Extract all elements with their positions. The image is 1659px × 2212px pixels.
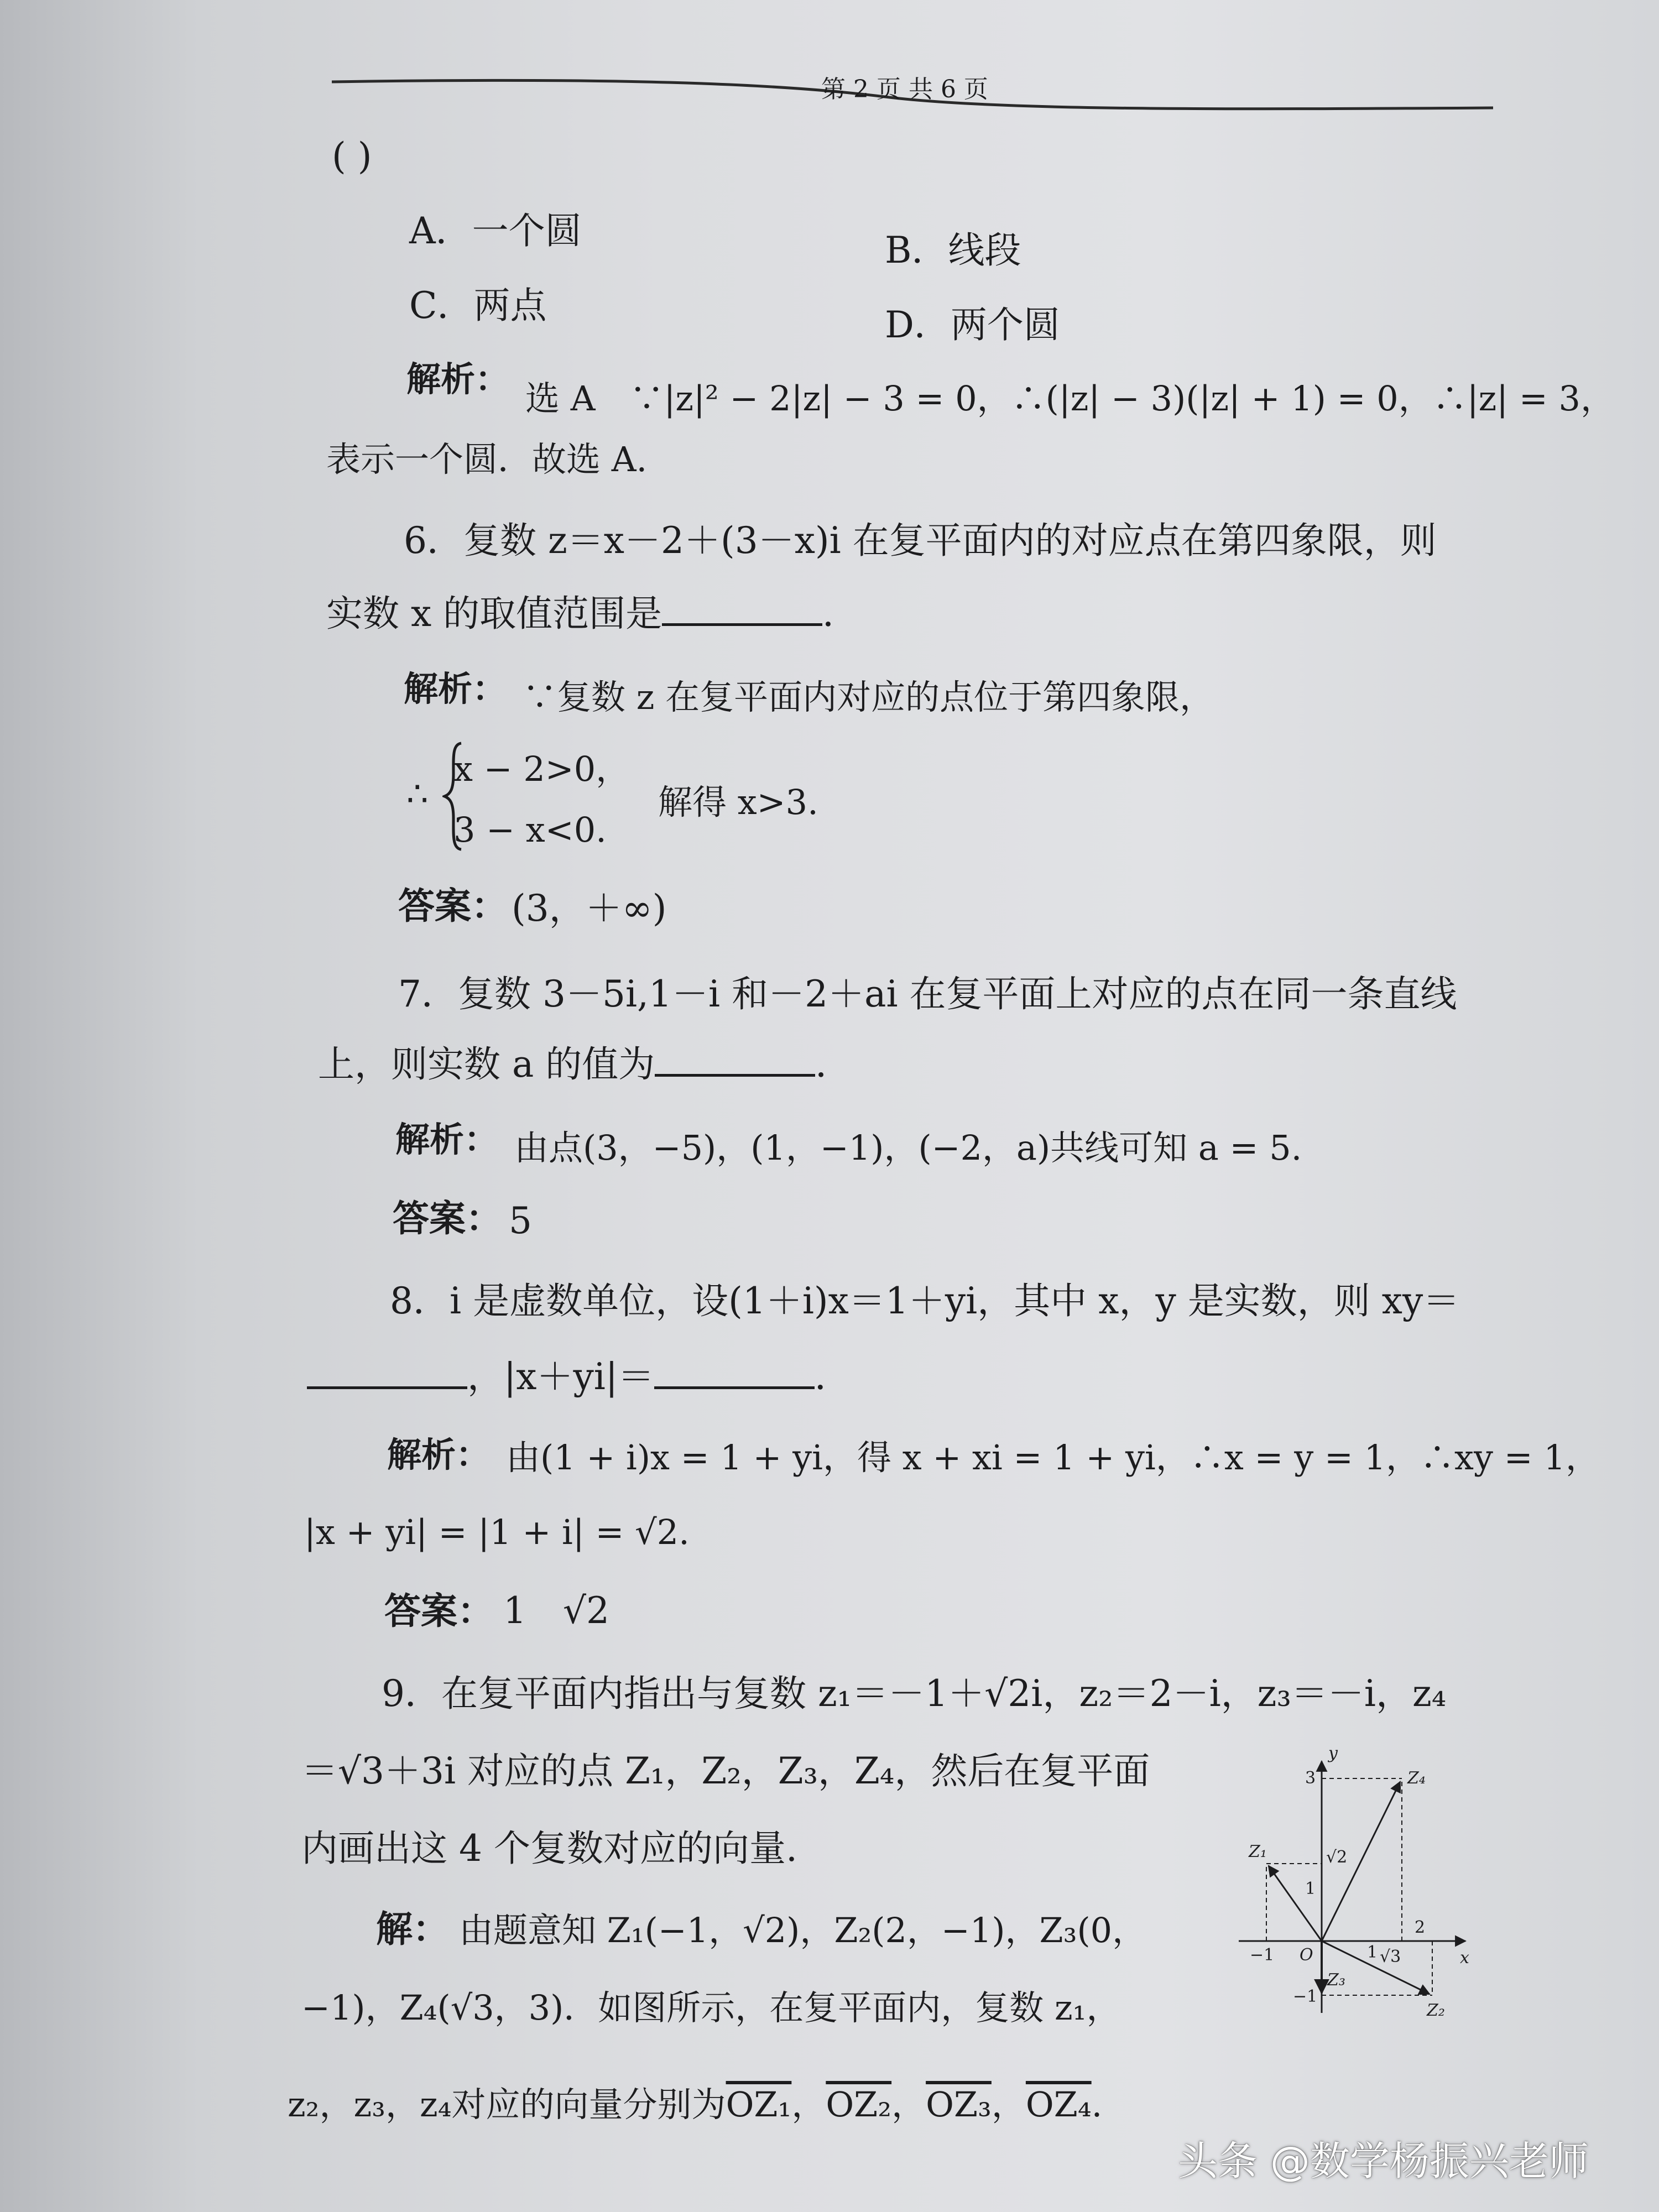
tick-label-1: 1: [1305, 1879, 1316, 1898]
q8-blank-modulus: [654, 1358, 815, 1389]
tick-label-2: 2: [1415, 1918, 1426, 1937]
q6-solve: 解得 x>3.: [658, 782, 818, 822]
q9-solution-line3: [288, 2084, 1103, 2125]
vector-line-oz1: [1269, 1866, 1322, 1941]
tick-label-neg1-x: −1: [1250, 1945, 1275, 1965]
q8-answer-label: 答案：: [384, 1589, 494, 1632]
q9-solution-label: 解：: [376, 1907, 449, 1950]
label-z3: Z₃: [1327, 1970, 1345, 1990]
q8-analysis-label: 解析：: [387, 1434, 491, 1475]
q9-line3: 内画出这 4 个复数对应的向量.: [301, 1827, 797, 1870]
q8-line2-mid: ，|x＋yi|＝: [467, 1355, 655, 1398]
q5-option-c: C．两点: [409, 284, 547, 327]
vector-sep-1: ，: [791, 2084, 826, 2125]
q7-analysis: 由点(3，−5)，(1，−1)，(−2，a)共线可知 a = 5.: [514, 1128, 1302, 1168]
q7-line2-text: 上，则实数 a 的值为: [318, 1043, 655, 1086]
q9-solution-line3-text: z₂，z₃，z₄对应的向量分别为: [288, 2084, 726, 2125]
q7-answer: 5: [509, 1199, 532, 1242]
q7-line2-end: ．: [815, 1043, 852, 1086]
q6-answer: (3，＋∞): [512, 887, 667, 930]
complex-plane-figure: [1228, 1742, 1482, 2024]
vector-sep-3: ，: [991, 2084, 1026, 2125]
tick-label-sqrt2: √2: [1326, 1848, 1348, 1867]
q5-analysis-line1: 选 A ∵|z|² − 2|z| − 3 = 0，∴(|z| − 3)(|z| + 1) = 0，∴|z| = 3，: [525, 378, 1615, 419]
vector-sep-2: ，: [891, 2084, 926, 2125]
q7-answer-label: 答案：: [393, 1197, 502, 1240]
vector-oz3: OZ₃: [926, 2084, 992, 2125]
vector-oz2: OZ₂: [826, 2084, 892, 2125]
q6-line2-end: ．: [822, 592, 859, 635]
tick-label-1-x: 1: [1367, 1943, 1378, 1962]
q8-line2: [307, 1355, 852, 1398]
q9-line2: ＝√3＋3i 对应的点 Z₁，Z₂，Z₃，Z₄，然后在复平面: [301, 1750, 1150, 1792]
q6-analysis-line1: ∵复数 z 在复平面内对应的点位于第四象限，: [523, 677, 1214, 717]
q9-end: .: [1091, 2084, 1103, 2125]
q6-line2: [326, 592, 859, 635]
q8-analysis-line1: 由(1 + i)x = 1 + yi，得 x + xi = 1 + yi，∴x = y = 1，∴xy = 1，: [506, 1437, 1600, 1478]
vector-oz1: OZ₁: [726, 2084, 792, 2125]
label-x-axis: x: [1460, 1948, 1469, 1968]
q8-analysis-line2: |x + yi| = |1 + i| = √2.: [304, 1512, 690, 1552]
tick-label-sqrt3: √3: [1380, 1947, 1401, 1966]
q6-line1: 6．复数 z＝x－2＋(3－x)i 在复平面内的对应点在第四象限，则: [404, 519, 1437, 562]
tick-label-3: 3: [1305, 1768, 1316, 1788]
q6-answer-blank: [662, 594, 822, 626]
q6-therefore: ∴: [406, 774, 429, 814]
q7-line2: [318, 1043, 852, 1086]
q5-option-a: A．一个圆: [409, 210, 582, 252]
q9-solution-line2: −1)，Z₄(√3，3)．如图所示，在复平面内，复数 z₁，: [301, 1987, 1121, 2028]
q8-answer: 1 √2: [503, 1589, 610, 1632]
tick-label-neg1-y: −1: [1293, 1987, 1318, 2006]
q5-option-b: B．线段: [885, 229, 1021, 272]
q8-blank-xy: [307, 1358, 467, 1389]
q8-line2-end: ．: [815, 1355, 852, 1398]
q7-answer-blank: [655, 1045, 815, 1077]
q5-answer-paren: ( ): [332, 135, 372, 178]
label-origin: O: [1300, 1945, 1313, 1965]
label-z1: Z₁: [1249, 1842, 1267, 1861]
label-z4: Z₄: [1407, 1768, 1426, 1788]
vector-oz4: OZ₄: [1025, 2084, 1092, 2125]
q6-system-line2: 3 − x<0.: [453, 810, 607, 850]
label-y-axis: y: [1328, 1744, 1338, 1763]
q5-option-d: D．两个圆: [885, 304, 1060, 346]
q7-line1: 7．复数 3－5i,1－i 和－2＋ai 在复平面上对应的点在同一条直线: [398, 973, 1457, 1015]
q6-analysis-label: 解析：: [404, 669, 507, 709]
q7-analysis-label: 解析：: [395, 1119, 499, 1160]
q5-analysis-line2: 表示一个圆．故选 A.: [326, 439, 648, 479]
watermark: 头条 @数学杨振兴老师: [1178, 2138, 1589, 2184]
label-z2: Z₂: [1427, 2001, 1445, 2020]
page-number-label: 第 2 页 共 6 页: [821, 75, 988, 103]
q6-line2-text: 实数 x 的取值范围是: [326, 592, 662, 635]
q9-solution-line1: 由题意知 Z₁(−1，√2)，Z₂(2，−1)，Z₃(0，: [459, 1910, 1147, 1950]
q6-answer-label: 答案：: [398, 884, 508, 927]
q5-analysis-label: 解析：: [406, 359, 510, 399]
q8-line1: 8．i 是虚数单位，设(1＋i)x＝1＋yi，其中 x，y 是实数，则 xy＝: [390, 1280, 1460, 1322]
q6-system-line1: x − 2>0，: [453, 749, 630, 789]
q9-line1: 9．在复平面内指出与复数 z₁＝－1＋√2i，z₂＝2－i，z₃＝－i，z₄: [382, 1672, 1447, 1715]
